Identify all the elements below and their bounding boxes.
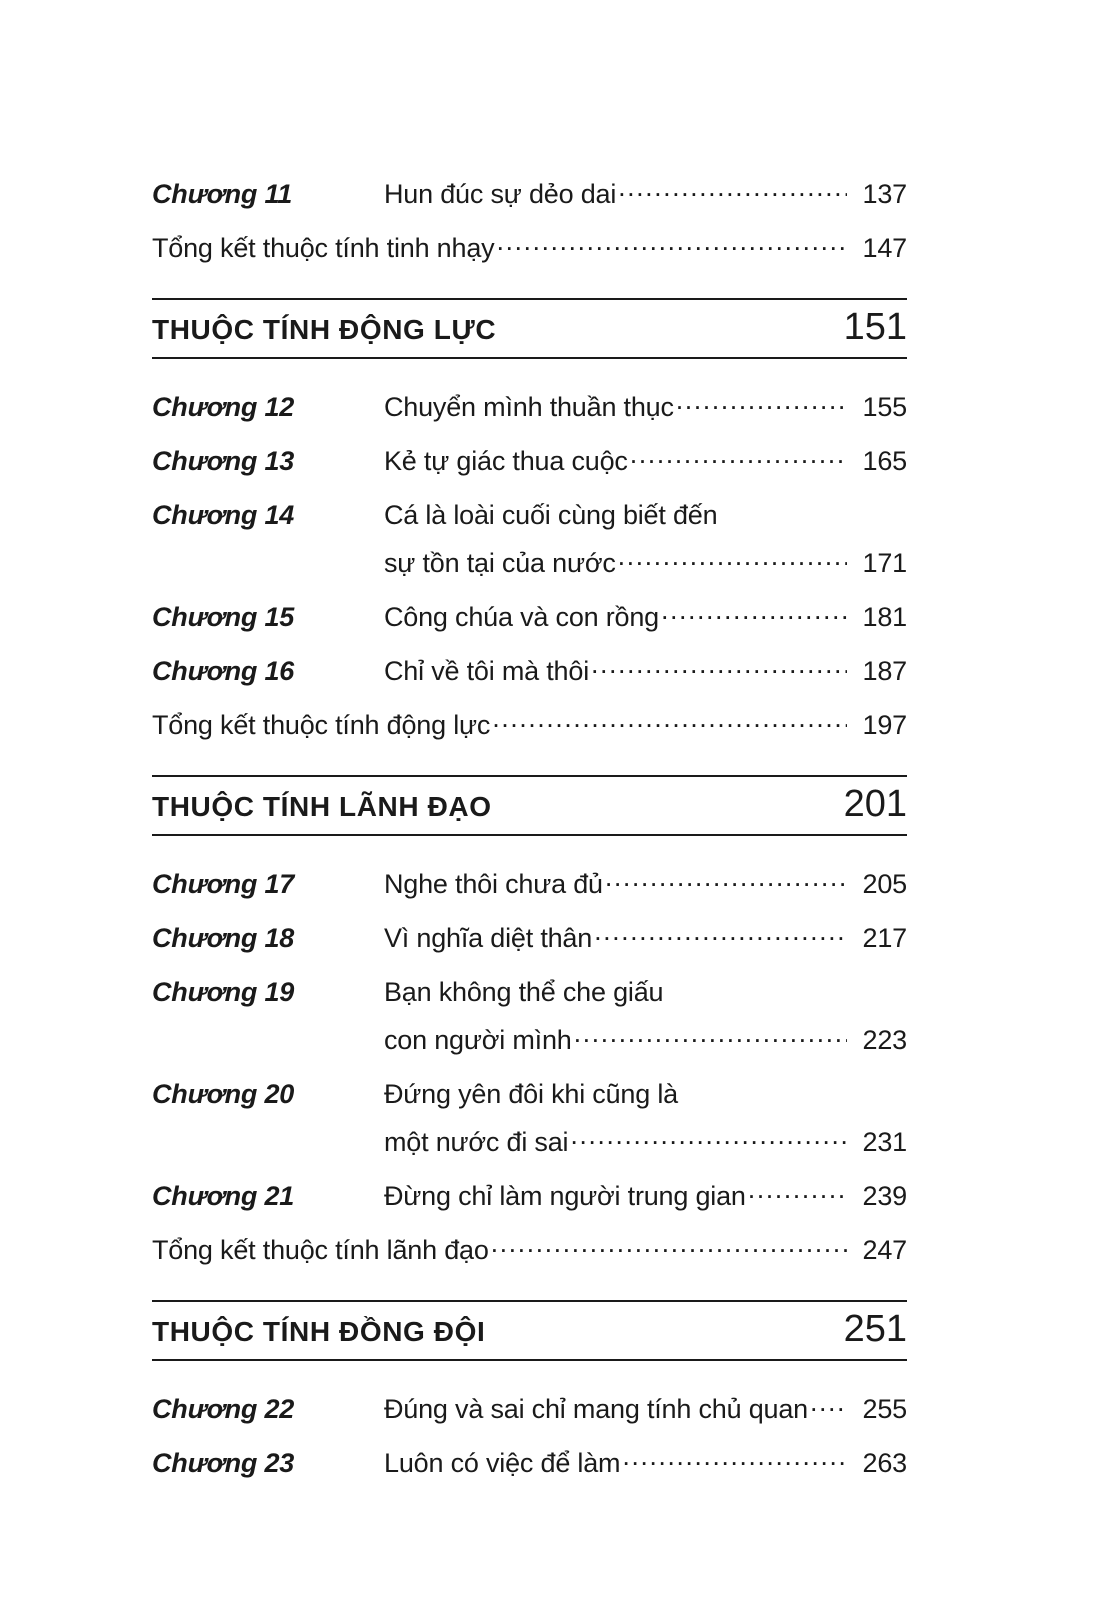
section-title: THUỘC TÍNH ĐỘNG LỰC [152,314,497,345]
page-number: 187 [862,656,907,686]
chapter-label: Chương 12 [152,392,295,422]
page-number: 171 [862,548,907,578]
chapter-title: Hun đúc sự dẻo dai [384,179,617,209]
page-number: 197 [862,710,907,740]
chapter-title: Đừng chỉ làm người trung gian [384,1181,746,1211]
section-page-number: 201 [843,783,907,825]
chapter-title: Kẻ tự giác thua cuộc [384,446,628,476]
page-number: 147 [862,233,907,263]
chapter-label: Chương 23 [152,1448,295,1478]
dot-leader [680,1076,905,1103]
section-page-number: 251 [843,1308,907,1350]
dot-leader [574,1022,847,1049]
toc-entry-summary[interactable] [152,1232,907,1264]
page-number: 217 [862,923,907,953]
dot-leader [594,920,847,947]
toc-entry[interactable] [152,1076,907,1108]
toc-entry[interactable] [152,497,907,529]
dot-leader [630,443,847,470]
toc-entry[interactable] [152,653,907,685]
page-number: 255 [862,1394,907,1424]
chapter-title-line2: một nước đi sai [384,1127,569,1157]
toc-entry-continuation[interactable] [152,1124,907,1156]
page-number: 205 [862,869,907,899]
toc-entry[interactable] [152,389,907,421]
section-heading-dong-luc [152,298,907,359]
toc-entry[interactable] [152,599,907,631]
chapter-label: Chương 11 [152,179,293,209]
chapter-label: Chương 18 [152,923,295,953]
toc-entry-summary[interactable] [152,707,907,739]
summary-title: Tổng kết thuộc tính động lực [152,710,491,740]
chapter-label: Chương 21 [152,1181,295,1211]
toc-entry[interactable] [152,1178,907,1210]
section-title: THUỘC TÍNH ĐỒNG ĐỘI [152,1316,486,1347]
dot-leader [810,1391,847,1418]
page-number: 223 [862,1025,907,1055]
summary-title: Tổng kết thuộc tính tinh nhạy [152,233,495,263]
chapter-title-line2: sự tồn tại của nước [384,548,616,578]
page-number: 165 [862,446,907,476]
chapter-title: Nghe thôi chưa đủ [384,869,603,899]
toc-entry[interactable] [152,866,907,898]
dot-leader [491,1232,847,1259]
section-heading-lanh-dao [152,775,907,836]
chapter-title: Chỉ về tôi mà thôi [384,656,589,686]
chapter-label: Chương 16 [152,656,295,686]
toc-entry[interactable] [152,443,907,475]
chapter-title: Cá là loài cuối cùng biết đến [384,500,718,530]
chapter-title: Đứng yên đôi khi cũng là [384,1079,678,1109]
section-heading-dong-doi [152,1300,907,1361]
toc-entry-continuation[interactable] [152,545,907,577]
chapter-label: Chương 15 [152,602,295,632]
dot-leader [605,866,847,893]
dot-leader [622,1445,847,1472]
toc-entry-summary[interactable] [152,230,907,262]
chapter-title: Luôn có việc để làm [384,1448,621,1478]
toc-entry-continuation[interactable] [152,1022,907,1054]
chapter-label: Chương 19 [152,977,295,1007]
dot-leader [618,176,847,203]
chapter-title: Chuyển mình thuần thục [384,392,674,422]
toc-entry[interactable] [152,1391,907,1423]
chapter-label: Chương 17 [152,869,295,899]
chapter-title: Bạn không thể che giấu [384,977,664,1007]
dot-leader [618,545,847,572]
toc-entry[interactable] [152,1445,907,1477]
table-of-contents [152,176,907,1499]
dot-leader [665,974,905,1001]
dot-leader [676,389,847,416]
summary-title: Tổng kết thuộc tính lãnh đạo [152,1235,489,1265]
dot-leader [661,599,847,626]
chapter-title: Đúng và sai chỉ mang tính chủ quan [384,1394,808,1424]
page-number: 247 [862,1235,907,1265]
chapter-label: Chương 22 [152,1394,295,1424]
chapter-title: Vì nghĩa diệt thân [384,923,593,953]
toc-entry[interactable] [152,176,907,208]
chapter-label: Chương 13 [152,446,295,476]
page-number: 263 [862,1448,907,1478]
dot-leader [591,653,847,680]
page-number: 155 [862,392,907,422]
section-page-number: 151 [843,306,907,348]
dot-leader [496,230,847,257]
chapter-label: Chương 20 [152,1079,295,1109]
page-number: 137 [862,179,907,209]
section-title: THUỘC TÍNH LÃNH ĐẠO [152,791,492,822]
page-number: 231 [862,1127,907,1157]
toc-entry[interactable] [152,974,907,1006]
dot-leader [719,497,905,524]
toc-entry[interactable] [152,920,907,952]
dot-leader [492,707,847,734]
page-number: 239 [862,1181,907,1211]
page-number: 181 [862,602,907,632]
chapter-label: Chương 14 [152,500,295,530]
chapter-title-line2: con người mình [384,1025,572,1055]
dot-leader [748,1178,847,1205]
chapter-title: Công chúa và con rồng [384,602,659,632]
dot-leader [570,1124,847,1151]
